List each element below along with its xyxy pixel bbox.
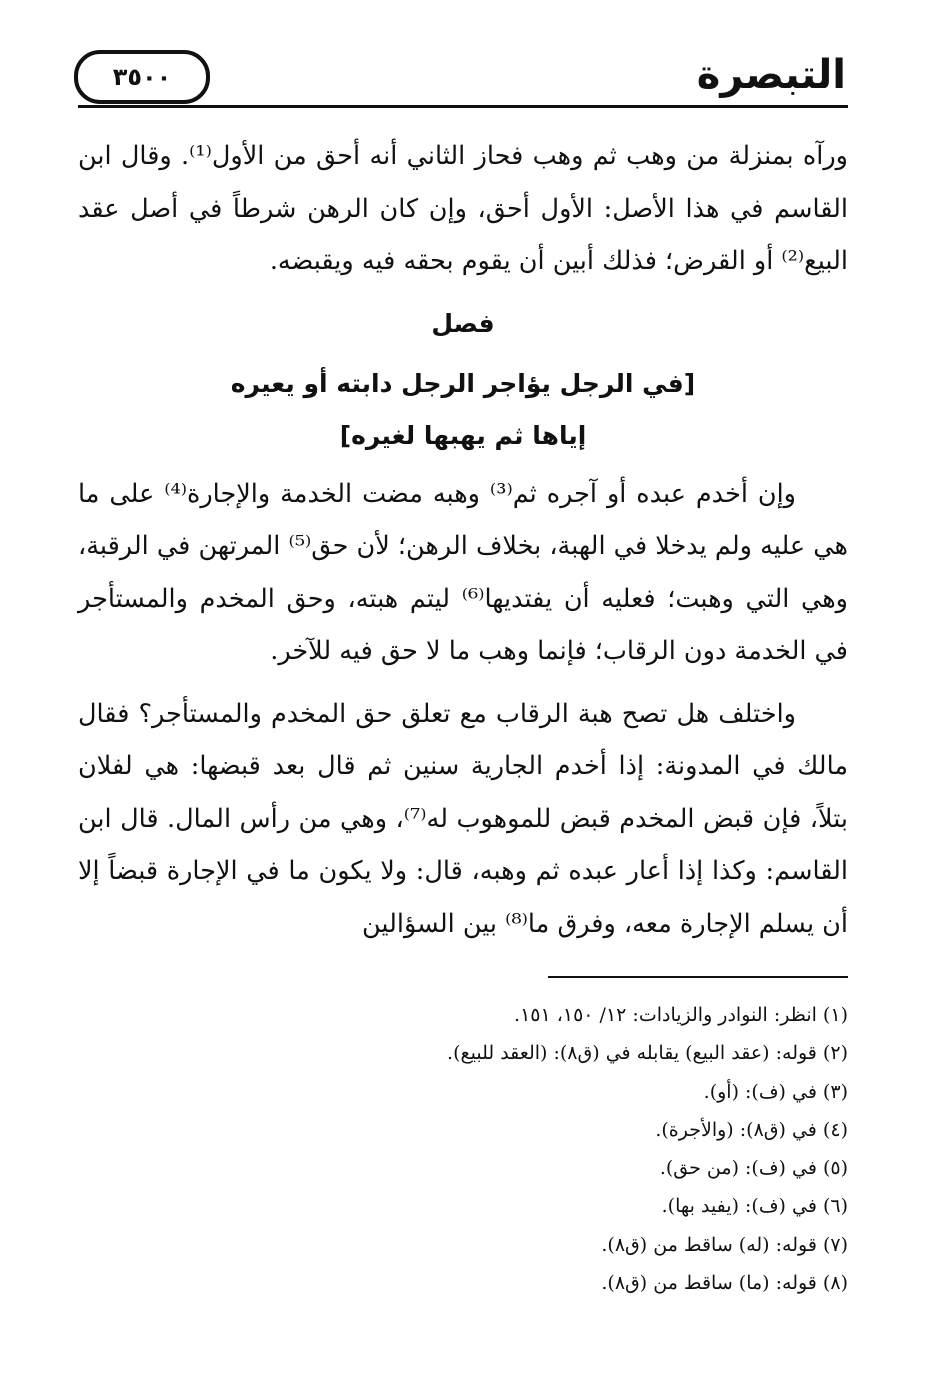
page-header [78, 48, 848, 108]
page-body [78, 130, 848, 950]
paragraph-1: ورآه بمنزلة من وهب ثم وهب فحاز الثاني أنه أحق من الأول⁽¹⁾. وقال ابن القاسم في هذا الأصل: الأول أحق، وإن كان الرهن شرطاً في أصل عقد البيع⁽²⁾ أو القرض؛ فذلك أبين أن يقوم بحقه فيه ويقبضه. [78, 141, 848, 276]
section-title: فصل [431, 308, 495, 338]
footnote-1: (١) انظر: النوادر والزيادات: ١٢/ ١٥٠، ١٥١. [514, 1004, 848, 1026]
section-heading-line-2: إياها ثم يهبها لغيره] [339, 420, 587, 450]
header-rule [78, 105, 848, 108]
footnote-8: (٨) قوله: (ما) ساقط من (ق٨). [601, 1272, 848, 1295]
footnote-2: (٢) قوله: (عقد البيع) يقابله في (ق٨): (العقد للبيع). [447, 1042, 848, 1065]
book-title: التبصرة [696, 52, 846, 98]
footnote-3: (٣) في (ف): (أو). [703, 1080, 848, 1103]
page-number: ٣٥٠٠ [74, 50, 210, 104]
footnote-7: (٧) قوله: (له) ساقط من (ق٨). [601, 1233, 848, 1256]
footnote-5: (٥) في (ف): (من حق). [659, 1157, 848, 1180]
footnotes [78, 996, 848, 1302]
paragraph-gap [78, 678, 848, 688]
footnote-6: (٦) في (ف): (يفيد بها). [661, 1195, 848, 1218]
footnote-separator [548, 976, 848, 978]
section-heading-line-1: [في الرجل يؤاجر الرجل دابته أو يعيره [230, 368, 696, 398]
section-heading [78, 358, 848, 462]
paragraph-3: واختلف هل تصح هبة الرقاب مع تعلق حق المخدم والمستأجر؟ فقال مالك في المدونة: إذا أخدم الجارية سنين ثم قال بعد قبضها: هي لفلان بتلاً، فإن قبض المخدم قبض للموهوب له⁽⁷⁾، وهي من رأس المال. قال ابن القاسم: وكذا إذا أعار عبده ثم وهبه، قال: ولا يكون ما في الإجارة قبضاً إلا أن يسلم الإجارة معه، وفرق ما⁽⁸⁾ بين السؤالين [78, 698, 848, 939]
paragraph-2: وإن أخدم عبده أو آجره ثم⁽³⁾ وهبه مضت الخدمة والإجارة⁽⁴⁾ على ما هي عليه ولم يدخلا في الهبة، بخلاف الرهن؛ لأن حق⁽⁵⁾ المرتهن في الرقبة، وهي التي وهبت؛ فعليه أن يفتديها⁽⁶⁾ ليتم هبته، وحق المخدم والمستأجر في الخدمة دون الرقاب؛ فإنما وهب ما لا حق فيه للآخر. [78, 478, 848, 666]
footnote-4: (٤) في (ق٨): (والأجرة). [655, 1118, 848, 1141]
